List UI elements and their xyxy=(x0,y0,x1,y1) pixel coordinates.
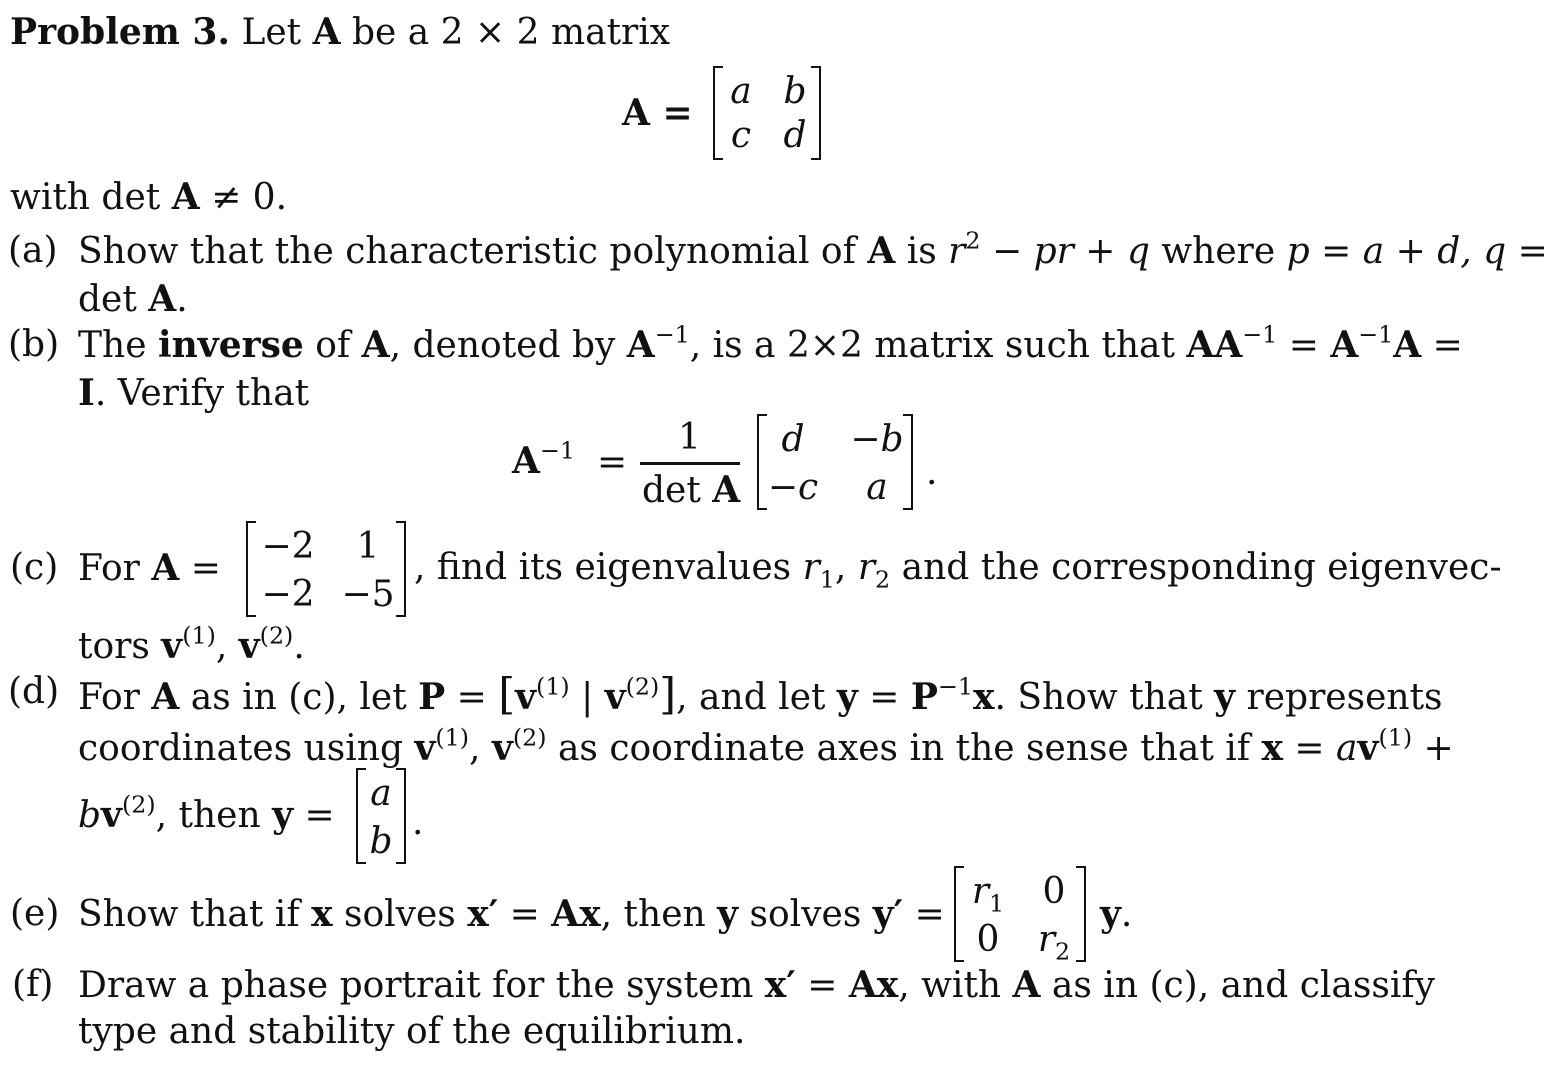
part-d-text: , and let xyxy=(676,677,837,718)
part-e-label: (e) xyxy=(10,893,60,934)
part-e-line xyxy=(78,893,945,935)
matrix-symbol: A xyxy=(626,324,655,366)
part-c-text: tors xyxy=(78,626,162,667)
part-f-line1 xyxy=(78,964,1435,1006)
matrix-entry: a xyxy=(866,467,888,508)
part-e-text: Show that if xyxy=(78,894,312,935)
part-d-text: as in (c), let xyxy=(179,677,419,718)
matrix-symbol: A xyxy=(361,324,390,366)
matrix-def xyxy=(713,66,821,160)
part-f-text: Draw a phase portrait for the system xyxy=(78,965,765,1006)
part-d-text: represents xyxy=(1235,677,1443,718)
intro-text: be a 2 × 2 matrix xyxy=(340,12,671,53)
matrix-entry: b xyxy=(783,71,807,112)
part-d-text: . Show that xyxy=(994,677,1215,718)
matrix-symbol: A xyxy=(148,278,177,320)
definitions: p = a + d, q = xyxy=(1286,231,1548,272)
vector-symbol: v xyxy=(1357,727,1379,769)
part-e-matrix xyxy=(954,866,1086,966)
part-c-text: = xyxy=(179,548,221,589)
matrix-entry: −5 xyxy=(341,574,395,615)
part-a-text: Show that the characteristic polynomial of xyxy=(78,231,868,272)
part-c-text: find its eigenvalues xyxy=(436,547,803,588)
part-d-text: , then xyxy=(155,795,273,836)
polynomial: − pr + q xyxy=(980,231,1150,272)
matrix-entry: −2 xyxy=(261,526,315,567)
matrix-entry: c xyxy=(730,115,752,156)
part-d-text: = xyxy=(445,677,499,718)
part-d-label: (d) xyxy=(8,671,60,712)
vector-symbol: y xyxy=(1214,676,1236,718)
part-c-text: For xyxy=(78,548,152,589)
part-d-vector xyxy=(356,768,406,864)
part-c-for xyxy=(78,547,221,589)
denominator-text: det xyxy=(642,470,713,511)
exponent: −1 xyxy=(1358,320,1394,349)
part-a-label: (a) xyxy=(8,230,58,271)
matrix-entry: −b xyxy=(850,419,904,460)
matrix-entry: 0 xyxy=(976,919,1000,960)
part-b-text: . Verify that xyxy=(94,373,310,414)
variable: r xyxy=(857,547,876,588)
matrix-symbol: A xyxy=(151,676,180,718)
exponent: −1 xyxy=(539,436,575,465)
part-e-text: solves xyxy=(738,894,873,935)
matrix-entry: $r_1$ xyxy=(971,871,1005,918)
matrix-entry: d xyxy=(783,115,807,156)
part-a-line2 xyxy=(78,278,188,320)
superscript: (2) xyxy=(259,621,294,650)
matrix-entry: −c xyxy=(767,467,819,508)
bracket: ] xyxy=(659,670,677,720)
superscript: (1) xyxy=(1378,723,1413,752)
exponent: −1 xyxy=(937,672,973,701)
condition-text: with det xyxy=(10,177,172,218)
part-c-text: , xyxy=(414,547,426,588)
part-d-text: coordinates using xyxy=(78,728,415,769)
vector-symbol: v xyxy=(491,727,513,769)
part-e-text: solves xyxy=(332,894,468,935)
part-e-text: = xyxy=(498,894,552,935)
matrix-symbol: A xyxy=(867,230,896,272)
part-e-text: , then xyxy=(600,894,718,935)
part-c-label: (c) xyxy=(10,547,59,588)
part-d-text: = xyxy=(857,677,911,718)
vector-symbol: v xyxy=(101,794,122,836)
part-c-line2: tors $v^{(1)}$, $v^{(2)}$. xyxy=(78,621,305,667)
problem-label: Problem 3. xyxy=(10,11,231,53)
part-e-text: . xyxy=(1120,894,1133,935)
vector-symbol: v xyxy=(604,676,626,718)
part-f-text: = xyxy=(795,965,849,1006)
part-d-text: | xyxy=(569,677,605,718)
superscript: (1) xyxy=(182,621,216,650)
matrix-symbol: A xyxy=(1012,964,1041,1006)
matrix-entry: 1 xyxy=(356,526,380,567)
matrix-symbol: A xyxy=(512,440,540,482)
variable: r xyxy=(802,547,820,588)
vector-symbol: y xyxy=(836,676,858,718)
fraction-denominator xyxy=(642,469,741,511)
fraction-bar xyxy=(640,462,740,465)
keyword: inverse xyxy=(157,324,304,366)
part-d-text: as coordinate axes in the sense that if xyxy=(546,728,1262,769)
part-a-text: where xyxy=(1149,231,1287,272)
part-b-text: , is a 2×2 matrix such that xyxy=(689,325,1187,366)
part-b-line2 xyxy=(78,372,310,414)
matrix-symbol: A xyxy=(1393,324,1422,366)
part-b-text: of xyxy=(303,325,362,366)
matrix-entry: a xyxy=(730,71,752,112)
superscript: (1) xyxy=(435,723,470,752)
vector-symbol: x′ xyxy=(764,964,796,1006)
bracket: [ xyxy=(498,670,516,720)
part-b-text: = xyxy=(1277,325,1331,366)
superscript: (2) xyxy=(121,790,156,819)
vector-symbol: x xyxy=(973,676,995,718)
matrix-entry: −2 xyxy=(261,574,315,615)
matrix-product: Ax xyxy=(551,893,601,935)
part-c-text: and the corresponding eigenvec- xyxy=(890,547,1502,588)
matrix-symbol: A xyxy=(171,176,200,218)
part-d-text: = xyxy=(1282,728,1337,769)
problem-intro xyxy=(10,11,671,53)
part-a-text: is xyxy=(895,231,949,272)
matrix-entry: 0 xyxy=(1042,871,1066,912)
vector-symbol: y xyxy=(717,893,739,935)
matrix-symbol: AA xyxy=(1186,324,1243,366)
variable: a xyxy=(1336,728,1358,769)
part-e-tail xyxy=(1100,893,1133,935)
part-d-period: . xyxy=(412,802,424,843)
part-a-text: det xyxy=(78,279,149,320)
part-a-line1 xyxy=(78,226,1548,272)
part-d-text: + xyxy=(1412,728,1454,769)
part-b-text: The xyxy=(78,325,158,366)
part-b-label: (b) xyxy=(8,324,60,365)
vector-symbol: y xyxy=(1100,893,1121,935)
inverse-eq: = xyxy=(597,442,628,483)
part-d-line3 xyxy=(78,790,335,836)
superscript: (2) xyxy=(625,672,660,701)
vector-symbol: v xyxy=(238,625,260,667)
part-d-text: = xyxy=(293,795,335,836)
matrix-symbol: P xyxy=(910,676,938,718)
matrix-def-lhs: A = xyxy=(622,92,693,134)
part-b-line1 xyxy=(78,320,1463,366)
exponent: −1 xyxy=(654,320,690,349)
fraction-numerator: 1 xyxy=(678,417,701,458)
intro-text: Let xyxy=(241,12,313,53)
superscript: (2) xyxy=(512,723,547,752)
vector-symbol: x′ xyxy=(467,893,499,935)
part-c-line1 xyxy=(414,547,1502,594)
exponent: 2 xyxy=(965,226,981,255)
vector-symbol: v xyxy=(515,676,537,718)
part-c-matrix xyxy=(246,521,406,617)
vector-symbol: y′ xyxy=(872,893,904,935)
vector-symbol: v xyxy=(414,727,436,769)
matrix-symbol: P xyxy=(418,676,446,718)
condition-text: ≠ 0. xyxy=(199,177,288,218)
vector-symbol: x xyxy=(1261,727,1283,769)
part-c-text: . xyxy=(293,626,305,667)
subscript: 1 xyxy=(819,565,835,594)
identity-symbol: I xyxy=(78,372,95,414)
inverse-matrix xyxy=(757,414,913,510)
variable: b xyxy=(78,795,102,836)
vector-entry: a xyxy=(370,773,392,814)
part-d-text: For xyxy=(78,677,152,718)
matrix-symbol: A xyxy=(151,547,180,589)
part-f-label: (f) xyxy=(12,964,54,1005)
part-e-text: = xyxy=(903,894,945,935)
part-f-text: as in (c), and classify xyxy=(1040,965,1435,1006)
inverse-lhs xyxy=(512,436,575,482)
inverse-period: . xyxy=(926,452,938,493)
exponent: −1 xyxy=(1242,320,1278,349)
matrix-symbol: A xyxy=(712,469,741,511)
superscript: (1) xyxy=(536,672,570,701)
condition xyxy=(10,176,288,218)
part-d-text: , xyxy=(469,728,492,769)
vector-entry: b xyxy=(369,821,393,862)
subscript: 2 xyxy=(875,565,891,594)
part-b-text: = xyxy=(1421,325,1463,366)
matrix-product: Ax xyxy=(848,964,899,1006)
part-a-text: . xyxy=(176,279,188,320)
matrix-entry: d xyxy=(781,419,805,460)
vector-symbol: x xyxy=(311,893,333,935)
part-d-line1 xyxy=(78,670,1443,720)
vector-symbol: v xyxy=(161,625,183,667)
part-d-line2 xyxy=(78,723,1454,769)
vector-symbol: y xyxy=(272,794,294,836)
matrix-symbol: A xyxy=(1330,324,1359,366)
part-f-text: , with xyxy=(898,965,1013,1006)
matrix-entry: $r_2$ xyxy=(1037,919,1071,966)
variable: r xyxy=(948,231,966,272)
part-b-text: , denoted by xyxy=(389,325,627,366)
part-c-text: , xyxy=(834,547,858,588)
part-f-line2: type and stability of the equilibrium. xyxy=(78,1011,746,1052)
matrix-symbol: A xyxy=(312,11,341,53)
